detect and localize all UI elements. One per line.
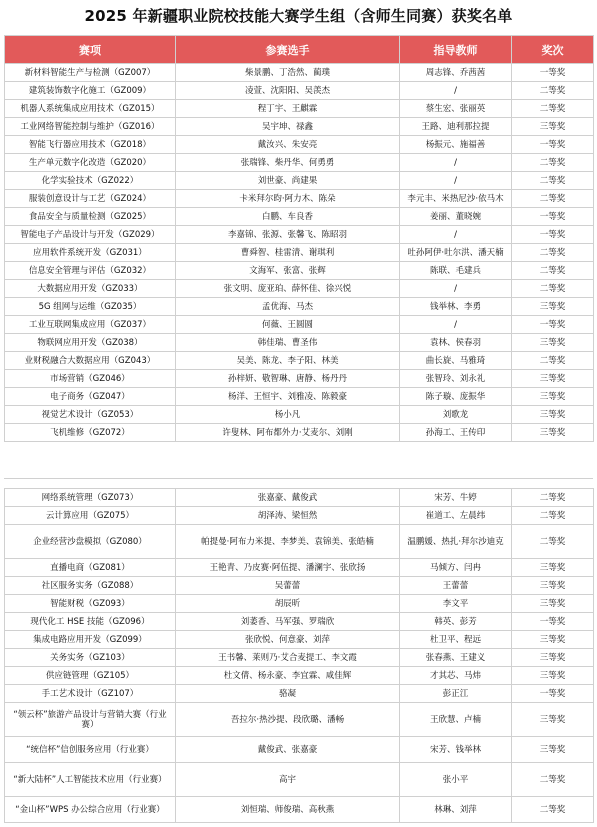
table-row: [5, 64, 594, 82]
advisors-cell: 周志锋、乔茜茜: [400, 64, 512, 82]
event-cell: 智能财税（GZ093）: [5, 595, 176, 613]
advisors-cell: /: [400, 226, 512, 244]
advisors-cell: /: [400, 82, 512, 100]
award-cell: 一等奖: [512, 64, 594, 82]
table-row: [5, 298, 594, 316]
contestants-cell: 高宇: [176, 763, 400, 797]
advisors-cell: 彭正江: [400, 685, 512, 703]
advisors-cell: /: [400, 316, 512, 334]
event-cell: 建筑装饰数字化施工（GZ009）: [5, 82, 176, 100]
event-cell: 智能飞行器应用技术（GZ018）: [5, 136, 176, 154]
event-cell: “新大陆杯”人工智能技术应用（行业赛）: [5, 763, 176, 797]
contestants-cell: 卡米拜尔昀·阿力木、陈朵: [176, 190, 400, 208]
table-row: [5, 388, 594, 406]
award-cell: 三等奖: [512, 631, 594, 649]
award-cell: 一等奖: [512, 226, 594, 244]
advisors-cell: 吐孙阿伊·吐尔洪、潘天楠: [400, 244, 512, 262]
event-cell: “统信杯”信创服务应用（行业赛）: [5, 737, 176, 763]
table-row: [5, 406, 594, 424]
table-row: [5, 226, 594, 244]
table-row: [5, 370, 594, 388]
event-cell: 业财税融合大数据应用（GZ043）: [5, 352, 176, 370]
award-cell: 二等奖: [512, 100, 594, 118]
table-row: [5, 577, 594, 595]
award-cell: 二等奖: [512, 190, 594, 208]
event-cell: 新材料智能生产与检测（GZ007）: [5, 64, 176, 82]
table-row: [5, 280, 594, 298]
event-cell: 电子商务（GZ047）: [5, 388, 176, 406]
award-cell: 二等奖: [512, 154, 594, 172]
event-cell: 社区服务实务（GZ088）: [5, 577, 176, 595]
award-cell: 三等奖: [512, 577, 594, 595]
table-row: [5, 118, 594, 136]
header-award: 奖次: [512, 36, 594, 64]
event-cell: 供应链管理（GZ105）: [5, 667, 176, 685]
table-header-row: [5, 36, 594, 64]
event-cell: 云计算应用（GZ075）: [5, 507, 176, 525]
contestants-cell: 张文明、庞亚珀、薛怀佳、徐兴悦: [176, 280, 400, 298]
event-cell: 工业互联网集成应用（GZ037）: [5, 316, 176, 334]
advisors-cell: 杜卫平、程远: [400, 631, 512, 649]
table-row: [5, 703, 594, 737]
award-cell: 二等奖: [512, 280, 594, 298]
advisors-cell: 陈子璇、庞振华: [400, 388, 512, 406]
advisors-cell: 张智玲、刘永礼: [400, 370, 512, 388]
award-table-part1: [4, 35, 594, 442]
advisors-cell: 蔡生宏、张丽英: [400, 100, 512, 118]
event-cell: 直播电商（GZ081）: [5, 559, 176, 577]
table-row: [5, 595, 594, 613]
contestants-cell: 白鹏、车良香: [176, 208, 400, 226]
award-cell: 三等奖: [512, 370, 594, 388]
table-row: [5, 649, 594, 667]
contestants-cell: 刘萎香、马军强、罗瑞欣: [176, 613, 400, 631]
table-row: [5, 352, 594, 370]
award-cell: 三等奖: [512, 406, 594, 424]
award-cell: 二等奖: [512, 262, 594, 280]
event-cell: 飞机维修（GZ072）: [5, 424, 176, 442]
award-cell: 二等奖: [512, 352, 594, 370]
contestants-cell: 柴景鹏、丁浩然、蔺璞: [176, 64, 400, 82]
table-row: [5, 489, 594, 507]
contestants-cell: 刘恒瑞、师俊瑞、高秋燕: [176, 797, 400, 823]
table-row: [5, 797, 594, 823]
advisors-cell: 李元丰、米热尼沙·依马木: [400, 190, 512, 208]
event-cell: 视觉艺术设计（GZ053）: [5, 406, 176, 424]
table-row: [5, 685, 594, 703]
award-cell: 三等奖: [512, 595, 594, 613]
advisors-cell: 才其芯、马炜: [400, 667, 512, 685]
contestants-cell: 胡泽涛、梁恒然: [176, 507, 400, 525]
award-cell: 一等奖: [512, 316, 594, 334]
award-cell: 二等奖: [512, 489, 594, 507]
contestants-cell: 何薇、王圆圆: [176, 316, 400, 334]
event-cell: 手工艺术设计（GZ107）: [5, 685, 176, 703]
event-cell: 现代化工 HSE 技能（GZ096）: [5, 613, 176, 631]
award-cell: 三等奖: [512, 388, 594, 406]
contestants-cell: 程丁宇、王麒霖: [176, 100, 400, 118]
contestants-cell: 孟优海、马杰: [176, 298, 400, 316]
contestants-cell: 凌萱、沈阳阳、吴羡杰: [176, 82, 400, 100]
contestants-cell: 王书馨、莱则乃·艾合麦提工、李文霞: [176, 649, 400, 667]
advisors-cell: 宋芳、牛婷: [400, 489, 512, 507]
table-row: [5, 334, 594, 352]
advisors-cell: 钱举林、李勇: [400, 298, 512, 316]
event-cell: 生产单元数字化改造（GZ020）: [5, 154, 176, 172]
contestants-cell: 杨小凡: [176, 406, 400, 424]
event-cell: 智能电子产品设计与开发（GZ029）: [5, 226, 176, 244]
award-cell: 三等奖: [512, 559, 594, 577]
event-cell: 5G 组网与运维（GZ035）: [5, 298, 176, 316]
advisors-cell: 王路、迪利那拉提: [400, 118, 512, 136]
advisors-cell: 王蕾蕾: [400, 577, 512, 595]
award-cell: 二等奖: [512, 172, 594, 190]
award-table-part2: [4, 488, 594, 823]
award-cell: 二等奖: [512, 507, 594, 525]
contestants-cell: 戴俊武、张嘉豪: [176, 737, 400, 763]
award-cell: 三等奖: [512, 737, 594, 763]
event-cell: 网络系统管理（GZ073）: [5, 489, 176, 507]
award-cell: 一等奖: [512, 136, 594, 154]
award-cell: 三等奖: [512, 334, 594, 352]
event-cell: 食品安全与质量检测（GZ025）: [5, 208, 176, 226]
advisors-cell: 王欣慧、卢楠: [400, 703, 512, 737]
advisors-cell: 温鹏媛、热扎·拜尔沙迪克: [400, 525, 512, 559]
table-row: [5, 525, 594, 559]
event-cell: “金山杯”WPS 办公综合应用（行业赛）: [5, 797, 176, 823]
advisors-cell: 宋芳、钱举林: [400, 737, 512, 763]
table-row: [5, 190, 594, 208]
event-cell: 企业经营沙盘模拟（GZ080）: [5, 525, 176, 559]
contestants-cell: 杜文倩、杨永豪、李宜霖、咸佳辉: [176, 667, 400, 685]
contestants-cell: 胡辰昕: [176, 595, 400, 613]
advisors-cell: 刘歌龙: [400, 406, 512, 424]
event-cell: 应用软件系统开发（GZ031）: [5, 244, 176, 262]
table-row: [5, 208, 594, 226]
contestants-cell: 韩佳瑞、曹圣伟: [176, 334, 400, 352]
table-row: [5, 613, 594, 631]
contestants-cell: 张瑞锋、柴丹华、何勇勇: [176, 154, 400, 172]
table-row: [5, 737, 594, 763]
contestants-cell: 许叟林、阿布都外力·艾麦尔、刘刚: [176, 424, 400, 442]
table-row: [5, 316, 594, 334]
contestants-cell: 吾拉尔·热沙提、段欣璐、潘畅: [176, 703, 400, 737]
award-cell: 三等奖: [512, 703, 594, 737]
contestants-cell: 李嘉锦、张源、张馨飞、陈昭羽: [176, 226, 400, 244]
contestants-cell: 张嘉豪、戴俊武: [176, 489, 400, 507]
award-cell: 一等奖: [512, 685, 594, 703]
event-cell: 市场营销（GZ046）: [5, 370, 176, 388]
advisors-cell: 韩英、彭芳: [400, 613, 512, 631]
contestants-cell: 吴蕾蕾: [176, 577, 400, 595]
page-title: 2025 年新疆职业院校技能大赛学生组（含师生同赛）获奖名单: [84, 7, 513, 25]
table-row: [5, 667, 594, 685]
advisors-cell: 孙海工、王传印: [400, 424, 512, 442]
contestants-cell: 帕提曼·阿布力米提、李梦美、袁锦美、张皓楠: [176, 525, 400, 559]
award-cell: 二等奖: [512, 525, 594, 559]
award-cell: 三等奖: [512, 649, 594, 667]
advisors-cell: 林琳、刘萍: [400, 797, 512, 823]
event-cell: 工业网络智能控制与维护（GZ016）: [5, 118, 176, 136]
award-cell: 一等奖: [512, 613, 594, 631]
advisors-cell: /: [400, 172, 512, 190]
table-row: [5, 82, 594, 100]
contestants-cell: 王艳青、乃皮赛·阿伍提、潘澜宇、张欣扬: [176, 559, 400, 577]
contestants-cell: 刘世豪、尚建果: [176, 172, 400, 190]
advisors-cell: 张春燕、王建义: [400, 649, 512, 667]
table-row: [5, 507, 594, 525]
event-cell: 信息安全管理与评估（GZ032）: [5, 262, 176, 280]
table-row: [5, 424, 594, 442]
table-row: [5, 136, 594, 154]
advisors-cell: /: [400, 154, 512, 172]
contestants-cell: 戴汝兴、朱安亮: [176, 136, 400, 154]
award-cell: 二等奖: [512, 763, 594, 797]
table-row: [5, 154, 594, 172]
table-row: [5, 262, 594, 280]
advisors-cell: 崔道工、左晨纬: [400, 507, 512, 525]
table-row: [5, 763, 594, 797]
advisors-cell: 袁林、侯春羽: [400, 334, 512, 352]
contestants-cell: 文海军、张富、张辉: [176, 262, 400, 280]
table-row: [5, 631, 594, 649]
advisors-cell: 马倾方、闫冉: [400, 559, 512, 577]
event-cell: 大数据应用开发（GZ033）: [5, 280, 176, 298]
contestants-cell: 杨洋、王恒宇、刘雅凌、陈毅豪: [176, 388, 400, 406]
header-contestants: 参赛选手: [176, 36, 400, 64]
advisors-cell: 张小平: [400, 763, 512, 797]
award-cell: 二等奖: [512, 244, 594, 262]
advisors-cell: 陈联、毛建兵: [400, 262, 512, 280]
event-cell: 服装创意设计与工艺（GZ024）: [5, 190, 176, 208]
contestants-cell: 孙梓妍、敬智琳、唐静、杨丹丹: [176, 370, 400, 388]
award-cell: 三等奖: [512, 667, 594, 685]
event-cell: 关务实务（GZ103）: [5, 649, 176, 667]
header-advisors: 指导教师: [400, 36, 512, 64]
award-cell: 三等奖: [512, 424, 594, 442]
event-cell: “领云杯”旅游产品设计与营销大赛（行业赛）: [5, 703, 176, 737]
contestants-cell: 张欣悦、何意豪、刘萍: [176, 631, 400, 649]
header-event: 赛项: [5, 36, 176, 64]
award-cell: 一等奖: [512, 208, 594, 226]
contestants-cell: 曹舜智、桂雷清、谢琪利: [176, 244, 400, 262]
advisors-cell: 杨振元、施福善: [400, 136, 512, 154]
contestants-cell: 吴美、陈龙、李子阳、林美: [176, 352, 400, 370]
event-cell: 机器人系统集成应用技术（GZ015）: [5, 100, 176, 118]
table-row: [5, 244, 594, 262]
award-cell: 三等奖: [512, 298, 594, 316]
advisors-cell: /: [400, 280, 512, 298]
event-cell: 集成电路应用开发（GZ099）: [5, 631, 176, 649]
advisors-cell: 李文平: [400, 595, 512, 613]
award-cell: 二等奖: [512, 797, 594, 823]
table-row: [5, 172, 594, 190]
contestants-cell: 骆凝: [176, 685, 400, 703]
contestants-cell: 吴宇坤、禄鑫: [176, 118, 400, 136]
table-row: [5, 100, 594, 118]
advisors-cell: 曲长旋、马雅琦: [400, 352, 512, 370]
award-cell: 二等奖: [512, 82, 594, 100]
event-cell: 化学实验技术（GZ022）: [5, 172, 176, 190]
event-cell: 物联网应用开发（GZ038）: [5, 334, 176, 352]
table-row: [5, 559, 594, 577]
advisors-cell: 姜丽、董晓婉: [400, 208, 512, 226]
award-cell: 三等奖: [512, 118, 594, 136]
